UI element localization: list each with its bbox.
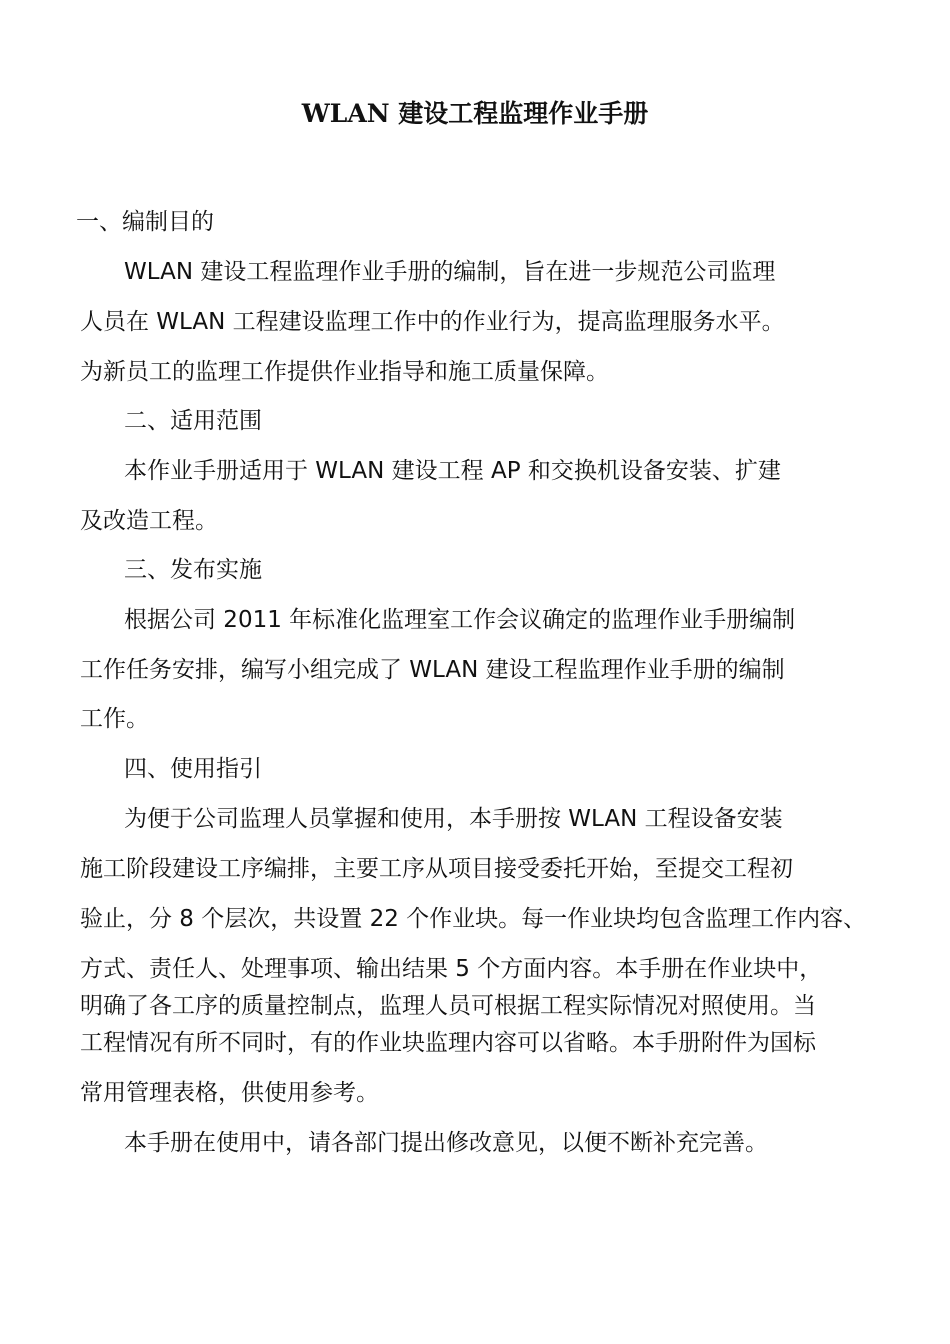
- paragraph-line: 施工阶段建设工序编排，主要工序从项目接受委托开始，至提交工程初: [80, 856, 793, 882]
- heading-purpose: 一、编制目的: [76, 209, 214, 235]
- paragraph-line: 验止，分 8 个层次，共设置 22 个作业块。每一作业块均包含监理工作内容、: [80, 906, 867, 932]
- paragraph-line: 工作任务安排，编写小组完成了 WLAN 建设工程监理作业手册的编制: [80, 657, 785, 683]
- paragraph-line: WLAN 建设工程监理作业手册的编制，旨在进一步规范公司监理: [124, 259, 776, 285]
- heading-release: 三、发布实施: [124, 557, 262, 583]
- paragraph-line: 及改造工程。: [80, 508, 218, 534]
- paragraph-line: 工程情况有所不同时，有的作业块监理内容可以省略。本手册附件为国标: [80, 1030, 816, 1056]
- document-title: WLAN 建设工程监理作业手册: [301, 99, 649, 128]
- paragraph-line: 为新员工的监理工作提供作业指导和施工质量保障。: [80, 359, 609, 385]
- paragraph-line: 方式、责任人、处理事项、输出结果 5 个方面内容。本手册在作业块中，: [80, 956, 823, 982]
- paragraph-line: 根据公司 2011 年标准化监理室工作会议确定的监理作业手册编制: [124, 607, 796, 633]
- paragraph-line-closing: 本手册在使用中，请各部门提出修改意见，以便不断补充完善。: [124, 1130, 768, 1156]
- paragraph-line: 明确了各工序的质量控制点，监理人员可根据工程实际情况对照使用。当: [80, 993, 816, 1019]
- paragraph-line: 人员在 WLAN 工程建设监理工作中的作业行为，提高监理服务水平。: [80, 309, 785, 335]
- paragraph-line: 为便于公司监理人员掌握和使用，本手册按 WLAN 工程设备安装: [124, 806, 783, 832]
- heading-usage: 四、使用指引: [124, 756, 262, 782]
- heading-scope: 二、适用范围: [124, 408, 262, 434]
- paragraph-line: 本作业手册适用于 WLAN 建设工程 AP 和交换机设备安装、扩建: [124, 458, 781, 484]
- paragraph-line: 工作。: [80, 706, 149, 732]
- paragraph-line: 常用管理表格，供使用参考。: [80, 1080, 379, 1106]
